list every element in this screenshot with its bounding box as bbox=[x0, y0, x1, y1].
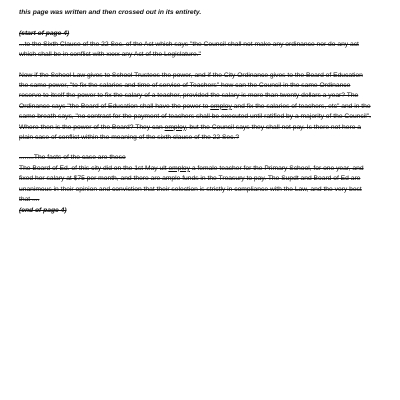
paragraph-2-part-c: , but the Council says they shall not pay. Is there not here a plain case of conflict within the meaning of the sixth clause of the 22 Sec.? bbox=[19, 123, 362, 142]
underlined-employ-3: employ bbox=[168, 164, 190, 172]
underlined-employ-1: employ bbox=[210, 102, 232, 110]
paragraph-2-part-a: Now if the School Law gives to School Trustees the power, and if the City Ordinance gives to the Board of Education the same power, "to fix the salaries and time of service of Teachers" how can the Council in the same Ordinance reserve to itself the power to fix the salary of a teacher, provided the salary is more than twenty dollars a year? The Ordinance says "the Board of Education shall have the power to bbox=[19, 71, 363, 110]
end-marker: (end of page 4) bbox=[19, 206, 67, 214]
paragraph-3-part-a: The Board of Ed. of this city did on the 1st May ult bbox=[19, 164, 169, 172]
start-marker: (start of page 4) bbox=[19, 30, 70, 38]
document-page bbox=[19, 8, 371, 216]
paragraph-3-part-b: a female teacher for the Primary School, for one year, and fixed her salary at $75 per month, and there are ample funds in the Treasury to pay. The Supdt and Board of Ed are unanimous in their opinion and conviction that their selection is strictly in compliance with the Law, and the very best that .... bbox=[19, 164, 364, 204]
paragraph-3-heading: ........The facts of the case are these bbox=[19, 154, 126, 162]
underlined-employ-2: employ bbox=[164, 123, 186, 131]
paragraph-2 bbox=[19, 71, 371, 144]
spacer bbox=[19, 61, 371, 71]
paragraph-2-part-b: and fix the salaries of teachers, etc" and in the same breath says, "no contract for the payment of teachers shall be executed until ratified by a majority of the Council". Where then is the power of the Board? They can bbox=[19, 102, 371, 131]
paragraph-3 bbox=[19, 164, 371, 206]
editorial-note: this page was written and then crossed out in its entirety. bbox=[19, 9, 202, 16]
paragraph-1: ...to the Sixth Clause of the 22 Sec. of the Act which says "the Council shall not make any ordinance nor do any act which shall be in conflict with xxxx any Act of the Legislature." bbox=[19, 40, 359, 59]
spacer bbox=[19, 143, 371, 153]
